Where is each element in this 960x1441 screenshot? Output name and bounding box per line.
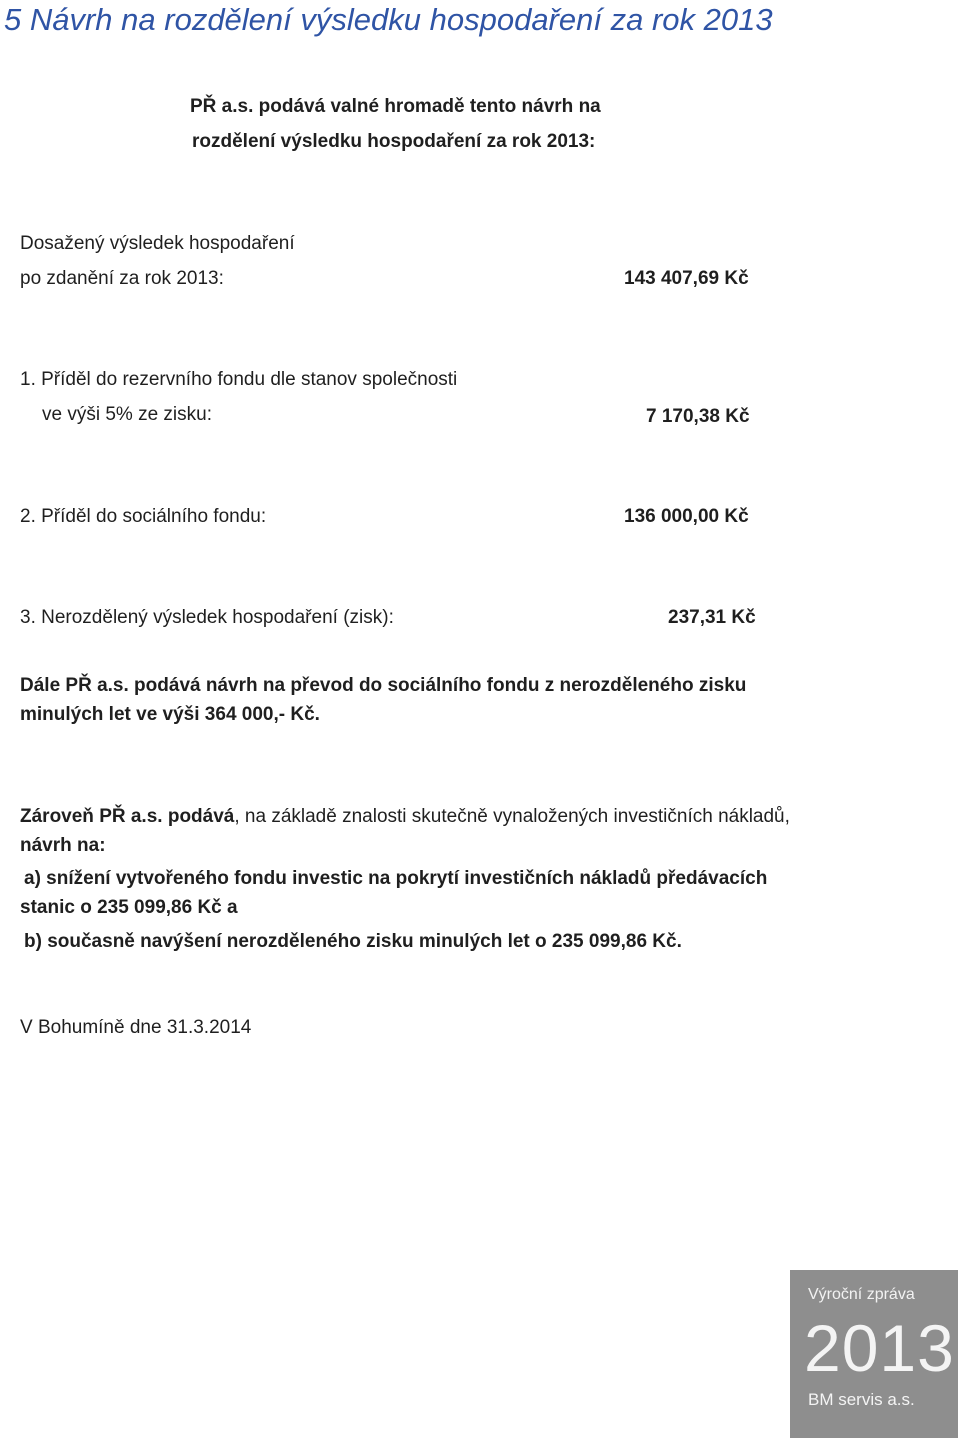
badge-label: Výroční zpráva: [808, 1286, 915, 1303]
item-1-label-line-1: 1. Příděl do rezervního fondu dle stanov společnosti: [20, 369, 458, 390]
badge-year: 2013: [804, 1311, 955, 1385]
result-value: 143 407,69 Kč: [624, 268, 749, 289]
item-2-label: 2. Příděl do sociálního fondu:: [20, 506, 267, 527]
item-3-value: 237,31 Kč: [668, 607, 756, 628]
annual-report-badge: [790, 1270, 958, 1438]
proposal-a-line-1: a) snížení vytvořeného fondu investic na pokrytí investičních nákladů předávacích: [24, 868, 768, 889]
simultaneously-line-2: návrh na:: [20, 835, 106, 856]
further-line-2: minulých let ve výši 364 000,- Kč.: [20, 704, 320, 725]
intro-company: PŘ a.s.: [190, 96, 254, 117]
place-date: V Bohumíně dne 31.3.2014: [20, 1017, 252, 1038]
intro-text: podává valné hromadě tento návrh na: [253, 96, 601, 117]
simultaneously-bold: Zároveň PŘ a.s. podává: [20, 806, 235, 827]
item-3-label: 3. Nerozdělený výsledek hospodaření (zisk):: [20, 607, 394, 628]
item-2-value: 136 000,00 Kč: [624, 506, 749, 527]
item-1-label-line-2: ve výši 5% ze zisku:: [42, 404, 212, 425]
page-title: 5 Návrh na rozdělení výsledku hospodaření za rok 2013: [4, 2, 773, 37]
badge-company: BM servis a.s.: [808, 1390, 915, 1409]
item-1-value: 7 170,38 Kč: [646, 406, 750, 427]
proposal-a-line-2: stanic o 235 099,86 Kč a: [20, 897, 238, 918]
proposal-b: b) současně navýšení nerozděleného zisku minulých let o 235 099,86 Kč.: [24, 931, 682, 952]
simultaneously-line-1: [20, 805, 790, 829]
result-label-line-2: po zdanění za rok 2013:: [20, 268, 224, 289]
intro-line-1: [190, 95, 601, 119]
intro-line-2: rozdělení výsledku hospodaření za rok 2013:: [192, 131, 596, 152]
simultaneously-text: , na základě znalosti skutečně vynaložených investičních nákladů,: [234, 806, 790, 827]
result-label-line-1: Dosažený výsledek hospodaření: [20, 233, 295, 254]
further-line-1: Dále PŘ a.s. podává návrh na převod do sociálního fondu z nerozděleného zisku: [20, 675, 747, 696]
